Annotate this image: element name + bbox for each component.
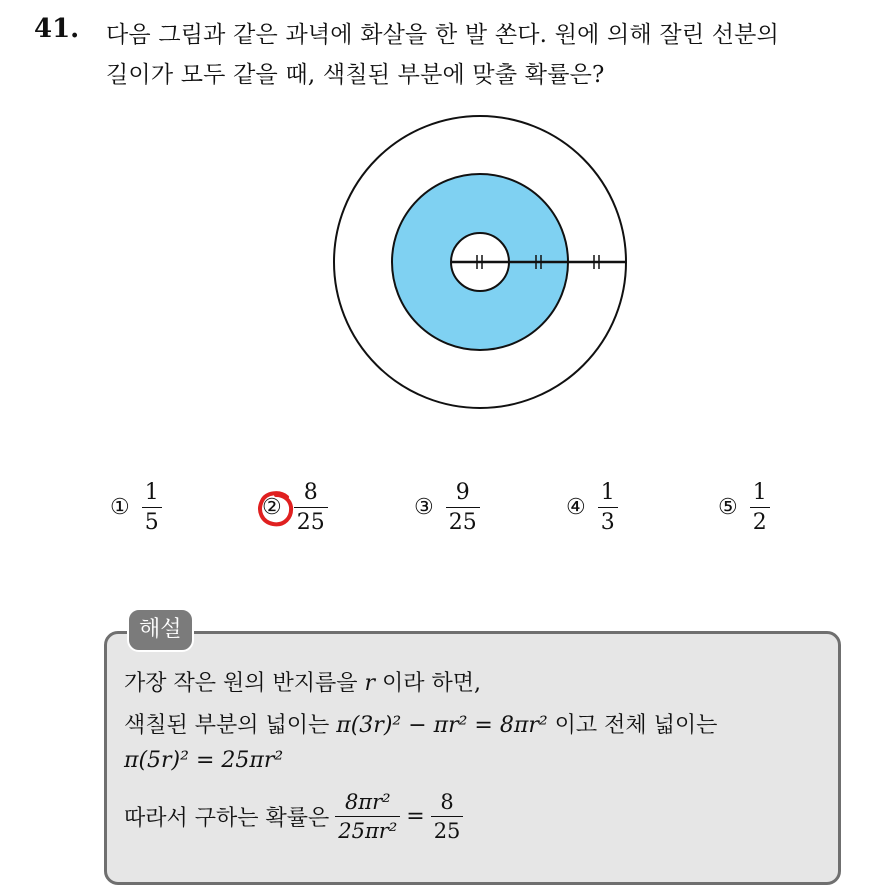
choice-1-numerator: 1 [144,480,159,505]
choice-1-mark: ① [110,495,130,521]
choice-4-mark: ④ [566,495,586,521]
target-figure [330,112,634,416]
choice-3-mark: ③ [414,495,434,521]
choice-5[interactable] [718,480,770,536]
choice-3[interactable] [414,480,480,536]
selected-answer-circle-icon [256,489,296,529]
explanation-line-3 [124,748,283,773]
explanation-line-2: 색칠된 부분의 넓이는 π(3r)² − πr² = 8πr² 이고 전체 넓이는 [124,713,718,738]
choice-2-mark: ② [262,495,282,520]
choice-4-denominator: 3 [600,510,615,536]
explanation-tag: 해설 [127,608,194,652]
choice-5-denominator: 2 [752,510,767,536]
explanation-line-4: 따라서 구하는 확률은 $\frac{\text{8πr²}}{\text{25πr²}}$ = $\frac{8}{25}$ [124,790,469,843]
choice-1-denominator: 5 [144,510,159,536]
choice-5-mark: ⑤ [718,495,738,521]
total-area-expression: π(5r)² = 25πr² [124,748,284,773]
result-fraction: $\frac{8}{25}$ [431,790,464,843]
choice-2-numerator: 8 [303,480,318,505]
area-expression: π(3r)² − πr² = 8πr² [336,713,548,738]
question-number: 41. [34,14,80,44]
choice-2-fraction [294,480,328,536]
choice-1[interactable] [110,480,162,536]
choice-1-fraction [142,480,162,536]
choice-3-fraction [446,480,480,536]
choice-2[interactable] [262,480,328,536]
choice-2-denominator: 25 [296,510,325,536]
probability-fraction: $\frac{\text{8πr²}}{\text{25πr²}}$ [335,790,400,843]
choice-3-denominator: 25 [448,510,477,536]
explanation-line-1: 가장 작은 원의 반지름을 r 이라 하면, [124,671,482,696]
answer-choices [0,480,884,550]
choice-4-fraction [598,480,618,536]
choice-3-numerator: 9 [455,480,470,505]
choice-5-fraction [750,480,770,536]
choice-5-numerator: 1 [752,480,767,505]
equals-sign: = [406,804,425,830]
choice-4-numerator: 1 [600,480,615,505]
question-text-line-1: 다음 그림과 같은 과녁에 화살을 한 발 쏜다. 원에 의해 잘린 선분의 [106,22,780,48]
question-text-line-2: 길이가 모두 같을 때, 색칠된 부분에 맞출 확률은? [106,62,605,88]
choice-4[interactable] [566,480,618,536]
